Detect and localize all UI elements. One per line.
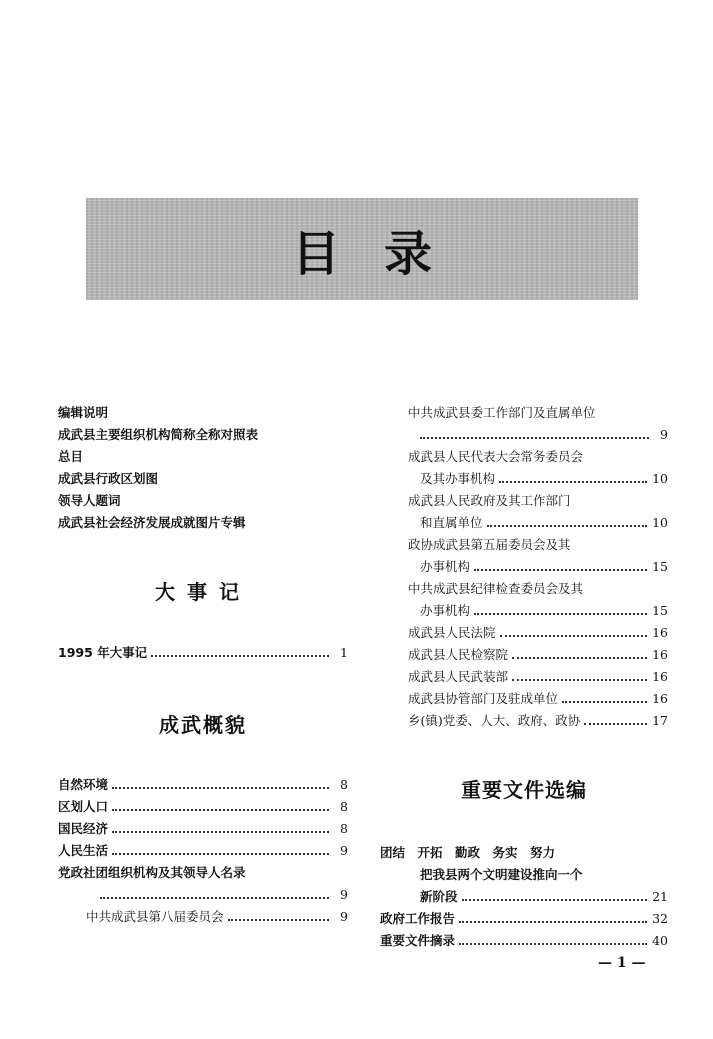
toc-label: 重要文件摘录: [380, 933, 456, 948]
toc-item-peoples-life[interactable]: [58, 843, 348, 859]
toc-page-number: 16: [652, 647, 668, 662]
leader-dots: [420, 437, 649, 439]
toc-item-discipline-commission[interactable]: 中共成武县纪律检查委员会及其: [408, 581, 584, 596]
section-heading-overview: 成武概貌: [159, 713, 247, 737]
toc-item-editorial-note[interactable]: 编辑说明: [58, 405, 109, 420]
toc-label: 国民经济: [58, 821, 109, 836]
leader-dots: [459, 921, 647, 923]
leader-dots: [112, 831, 329, 833]
toc-item-photo-album[interactable]: 成武县社会经济发展成就图片专辑: [58, 515, 246, 530]
leader-dots: [100, 897, 329, 899]
toc-item-discipline-offices[interactable]: [420, 603, 668, 619]
toc-page-number: 9: [340, 909, 348, 924]
toc-item-government-units[interactable]: [420, 515, 668, 531]
toc-item-leader-inscriptions[interactable]: 领导人题词: [58, 493, 121, 508]
toc-item-general-contents[interactable]: 总目: [58, 449, 84, 464]
toc-page-number: 8: [340, 821, 348, 836]
leader-dots: [228, 919, 329, 921]
toc-item-unity-subtitle[interactable]: 把我县两个文明建设推向一个: [420, 867, 583, 882]
toc-item-coop-departments[interactable]: [408, 691, 668, 707]
leader-dots: [499, 481, 647, 483]
leader-dots: [459, 943, 647, 945]
section-heading-documents: 重要文件选编: [461, 778, 587, 802]
toc-item-county-committee-depts-page[interactable]: [420, 427, 668, 443]
leader-dots: [474, 569, 647, 571]
toc-item-document-excerpts[interactable]: [380, 933, 668, 949]
toc-item-township-leadership[interactable]: [408, 713, 668, 729]
toc-label: 中共成武县第八届委员会: [86, 909, 224, 924]
toc-page-number: 15: [652, 559, 668, 574]
toc-item-cppcc-offices[interactable]: [420, 559, 668, 575]
leader-dots: [562, 701, 647, 703]
toc-label: 自然环境: [58, 777, 109, 792]
toc-label: 办事机构: [420, 603, 471, 618]
toc-label: 区划人口: [58, 799, 109, 814]
toc-label: 办事机构: [420, 559, 471, 574]
toc-page-number: 9: [340, 887, 348, 902]
toc-page-number: 15: [652, 603, 668, 618]
toc-item-government-report[interactable]: [380, 911, 668, 927]
toc-item-national-economy[interactable]: [58, 821, 348, 837]
toc-item-peoples-court[interactable]: [408, 625, 668, 641]
toc-page-number: 16: [652, 625, 668, 640]
toc-item-admin-map[interactable]: 成武县行政区划图: [58, 471, 159, 486]
toc-item-abbreviation-table[interactable]: 成武县主要组织机构简称全称对照表: [58, 427, 259, 442]
toc-item-party-org-page[interactable]: [100, 887, 348, 903]
toc-label: 1995 年大事记: [58, 645, 148, 660]
toc-page-number: 40: [652, 933, 668, 948]
leader-dots: [487, 525, 648, 527]
toc-page-number: 16: [652, 669, 668, 684]
toc-item-party-org-title[interactable]: 党政社团组织机构及其领导人名录: [58, 865, 246, 880]
toc-item-npc-standing-committee[interactable]: 成武县人民代表大会常务委员会: [408, 449, 584, 464]
toc-item-procuratorate[interactable]: [408, 647, 668, 663]
toc-page-number: 8: [340, 777, 348, 792]
title-banner: [86, 198, 638, 300]
leader-dots: [474, 613, 647, 615]
leader-dots: [112, 853, 329, 855]
toc-item-armed-forces[interactable]: [408, 669, 668, 685]
toc-item-county-government[interactable]: 成武县人民政府及其工作部门: [408, 493, 571, 508]
toc-item-natural-environment[interactable]: [58, 777, 348, 793]
toc-page-number: 9: [660, 427, 668, 442]
toc-page-number: 1: [340, 645, 348, 660]
leader-dots: [112, 787, 329, 789]
toc-item-npc-offices[interactable]: [420, 471, 668, 487]
toc-label: 成武县人民法院: [408, 625, 496, 640]
leader-dots: [500, 635, 648, 637]
toc-label: 新阶段: [420, 889, 458, 904]
leader-dots: [112, 809, 329, 811]
toc-page-number: 17: [652, 713, 668, 728]
toc-item-divisions-population[interactable]: [58, 799, 348, 815]
toc-page-number: 32: [652, 911, 668, 926]
toc-page-number: 8: [340, 799, 348, 814]
toc-page-number: 16: [652, 691, 668, 706]
toc-item-new-stage[interactable]: [420, 889, 668, 905]
toc-page-number: 10: [652, 471, 668, 486]
toc-label: 政府工作报告: [380, 911, 456, 926]
toc-label: 成武县人民检察院: [408, 647, 509, 662]
toc-label: 和直属单位: [420, 515, 483, 530]
page-number: — 1 —: [598, 955, 646, 971]
leader-dots: [512, 679, 647, 681]
leader-dots: [584, 723, 647, 725]
toc-item-unity-slogan[interactable]: 团结 开拓 勤政 务实 努力: [380, 845, 556, 860]
page-title: 目录: [291, 225, 476, 282]
leader-dots: [512, 657, 647, 659]
toc-page-number: 9: [340, 843, 348, 858]
toc-label: 人民生活: [58, 843, 109, 858]
toc-label: 成武县协管部门及驻成单位: [408, 691, 559, 706]
toc-label: 及其办事机构: [420, 471, 496, 486]
toc-item-8th-committee[interactable]: [86, 909, 348, 925]
toc-label: 成武县人民武装部: [408, 669, 509, 684]
toc-page-number: 21: [652, 889, 668, 904]
toc-item-cppcc[interactable]: 政协成武县第五届委员会及其: [408, 537, 571, 552]
toc-item-1995-chronicle[interactable]: [58, 645, 348, 661]
leader-dots: [462, 899, 648, 901]
leader-dots: [151, 655, 329, 657]
toc-label: 乡(镇)党委、人大、政府、政协: [408, 713, 581, 728]
toc-page-number: 10: [652, 515, 668, 530]
section-heading-chronicle: 大事记: [155, 580, 251, 604]
toc-item-county-committee-depts[interactable]: 中共成武县委工作部门及直属单位: [408, 405, 596, 420]
